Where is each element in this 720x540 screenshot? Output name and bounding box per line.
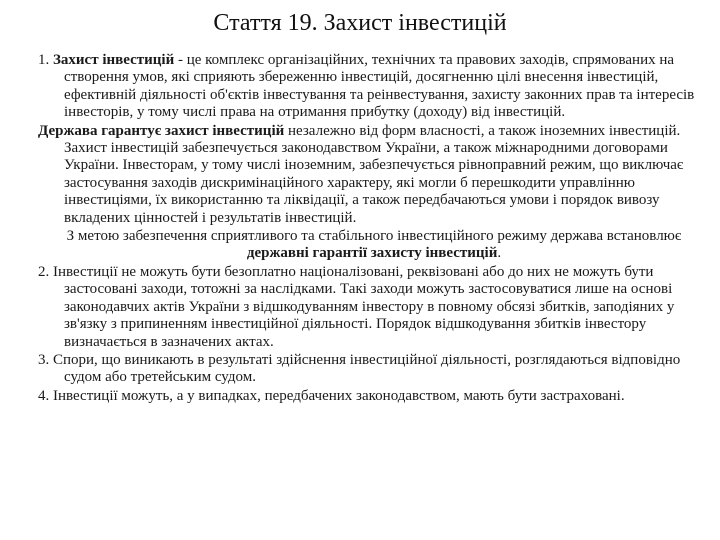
paragraph-5-text: 3. Спори, що виникають в результаті здійснення інвестиційної діяльності, розглядаються відповідно судом або третейським судом. <box>38 351 681 386</box>
article-body <box>38 52 710 406</box>
paragraph-3-text: З метою забезпечення сприятливого та стабільного інвестиційного режиму держава встановлює <box>66 228 682 245</box>
paragraph-2-text: незалежно від форм власності, а також іноземних інвестицій. Захист інвестицій забезпечується законодавством України, а також міжнародними договорами України. Інвесторам, у тому числі іноземним, забезпечується рівноправний режим, що виключає застосування заходів дискримінаційного характеру, які могли б перешкодити управлінню інвестиціями, їх використанню та ліквідації, а також передбачаються умови і порядок вивозу вкладених цінностей і результатів інвестицій. <box>64 122 684 226</box>
page-title: Стаття 19. Захист інвестицій <box>213 10 507 36</box>
paragraph-1 <box>38 52 710 122</box>
paragraph-1-text: - це комплекс організаційних, технічних та правових заходів, спрямованих на створення умов, які сприяють збереженню інвестицій, досягненню цілі внесення інвестицій, ефективній діяльності об'єктів інвестування та реінвестування, захисту законних прав та інтересів інвесторів, у тому числі права на отримання прибутку (доходу) від інвестицій. <box>64 52 695 121</box>
paragraph-6-text: 4. Інвестиції можуть, а у випадках, передбачених законодавством, мають бути застраховані. <box>38 387 625 404</box>
paragraph-4-text: 2. Інвестиції не можуть бути безоплатно націоналізовані, реквізовані або до них не можуть бути застосовані заходи, тотожні за наслідками. Такі заходи можуть застосовуватися лише на основі законодавчих актів України з відшкодуванням інвестору в повному обсязі збитків, заподіяних у зв'язку з припиненням інвестиційної діяльності. Порядок відшкодування збитків інвестору визначається в зазначених актах. <box>38 263 675 350</box>
paragraph-3-end: . <box>497 245 502 262</box>
paragraph-2 <box>38 123 710 227</box>
paragraph-1-number: 1. <box>38 52 53 68</box>
paragraph-5 <box>38 352 710 387</box>
paragraph-2-term: Держава гарантує захист інвестицій <box>38 122 285 139</box>
paragraph-1-term: Захист інвестицій <box>53 52 175 68</box>
paragraph-3-term: державні гарантії захисту інвестицій <box>246 245 498 262</box>
paragraph-6 <box>38 388 710 405</box>
paragraph-4 <box>38 264 710 351</box>
paragraph-3 <box>38 228 710 263</box>
